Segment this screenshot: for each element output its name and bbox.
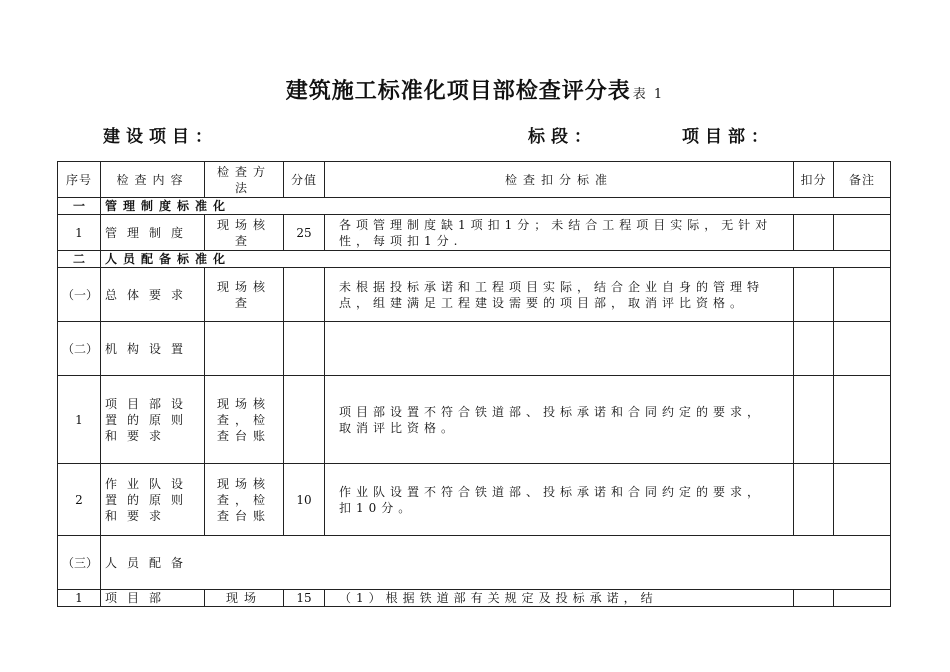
row-deduct (794, 464, 834, 536)
row-method (205, 322, 284, 376)
row-method: 现场核查 (205, 268, 284, 322)
row-no: 1 (58, 215, 101, 251)
row-score: 15 (284, 590, 325, 607)
row-criteria (325, 322, 794, 376)
row-method: 现场核查，检查台账 (205, 464, 284, 536)
row-no: 2 (58, 464, 101, 536)
row-content: 总体要求 (101, 268, 205, 322)
section-title: 人员配备标准化 (101, 251, 891, 268)
project-label: 建设项目： (103, 127, 218, 147)
page-title (0, 74, 950, 105)
row-criteria: （1）根据铁道部有关规定及投标承诺，结 (325, 590, 794, 607)
table-row (58, 322, 891, 376)
row-no: （二） (58, 322, 101, 376)
row-score: 10 (284, 464, 325, 536)
row-method: 现场核查 (205, 215, 284, 251)
row-no: 一 (58, 198, 101, 215)
row-content: 项目部设置的原则和要求 (101, 376, 205, 464)
header-method: 检查方法 (205, 162, 284, 198)
row-deduct (794, 215, 834, 251)
row-content: 项目部 (101, 590, 205, 607)
row-criteria: 各项管理制度缺1项扣1分；未结合工程项目实际，无针对性，每项扣1分. (325, 215, 794, 251)
table-row (58, 376, 891, 464)
row-score (284, 322, 325, 376)
row-no: 1 (58, 590, 101, 607)
row-method: 现场 (205, 590, 284, 607)
title-text: 建筑施工标准化项目部检查评分表 (285, 78, 631, 104)
row-note (834, 376, 891, 464)
row-method: 现场核查，检查台账 (205, 376, 284, 464)
row-note (834, 590, 891, 607)
row-content: 管理制度 (101, 215, 205, 251)
row-score: 25 (284, 215, 325, 251)
row-content: 作业队设置的原则和要求 (101, 464, 205, 536)
row-no: 二 (58, 251, 101, 268)
table-row (58, 215, 891, 251)
row-criteria: 作业队设置不符合铁道部、投标承诺和合同约定的要求，扣10分。 (325, 464, 794, 536)
table-row (58, 464, 891, 536)
header-criteria: 检查扣分标准 (325, 162, 794, 198)
table-row (58, 251, 891, 268)
header-score: 分值 (284, 162, 325, 198)
row-note (834, 215, 891, 251)
table-row (58, 536, 891, 590)
row-no: （三） (58, 536, 101, 590)
row-no: （一） (58, 268, 101, 322)
row-content: 机构设置 (101, 322, 205, 376)
row-criteria: 未根据投标承诺和工程项目实际，结合企业自身的管理特点，组建满足工程建设需要的项目部，取消评比资格。 (325, 268, 794, 322)
table-row (58, 198, 891, 215)
header-deduct: 扣分 (794, 162, 834, 198)
row-note (834, 322, 891, 376)
table-row (58, 268, 891, 322)
row-score (284, 376, 325, 464)
row-deduct (794, 590, 834, 607)
header-content: 检查内容 (101, 162, 205, 198)
section-title: 管理制度标准化 (101, 198, 891, 215)
score-table (57, 161, 891, 607)
row-deduct (794, 268, 834, 322)
meta-line (0, 122, 950, 146)
row-deduct (794, 376, 834, 464)
header-row (58, 162, 891, 198)
dept-label: 项目部： (682, 127, 774, 147)
header-no: 序号 (58, 162, 101, 198)
row-note (834, 268, 891, 322)
title-suffix: 表 1 (632, 87, 665, 102)
row-criteria: 项目部设置不符合铁道部、投标承诺和合同约定的要求，取消评比资格。 (325, 376, 794, 464)
row-content: 人员配备 (101, 536, 891, 590)
row-no: 1 (58, 376, 101, 464)
section-label: 标段： (528, 127, 597, 147)
table-row (58, 590, 891, 607)
row-note (834, 464, 891, 536)
header-note: 备注 (834, 162, 891, 198)
row-deduct (794, 322, 834, 376)
row-score (284, 268, 325, 322)
